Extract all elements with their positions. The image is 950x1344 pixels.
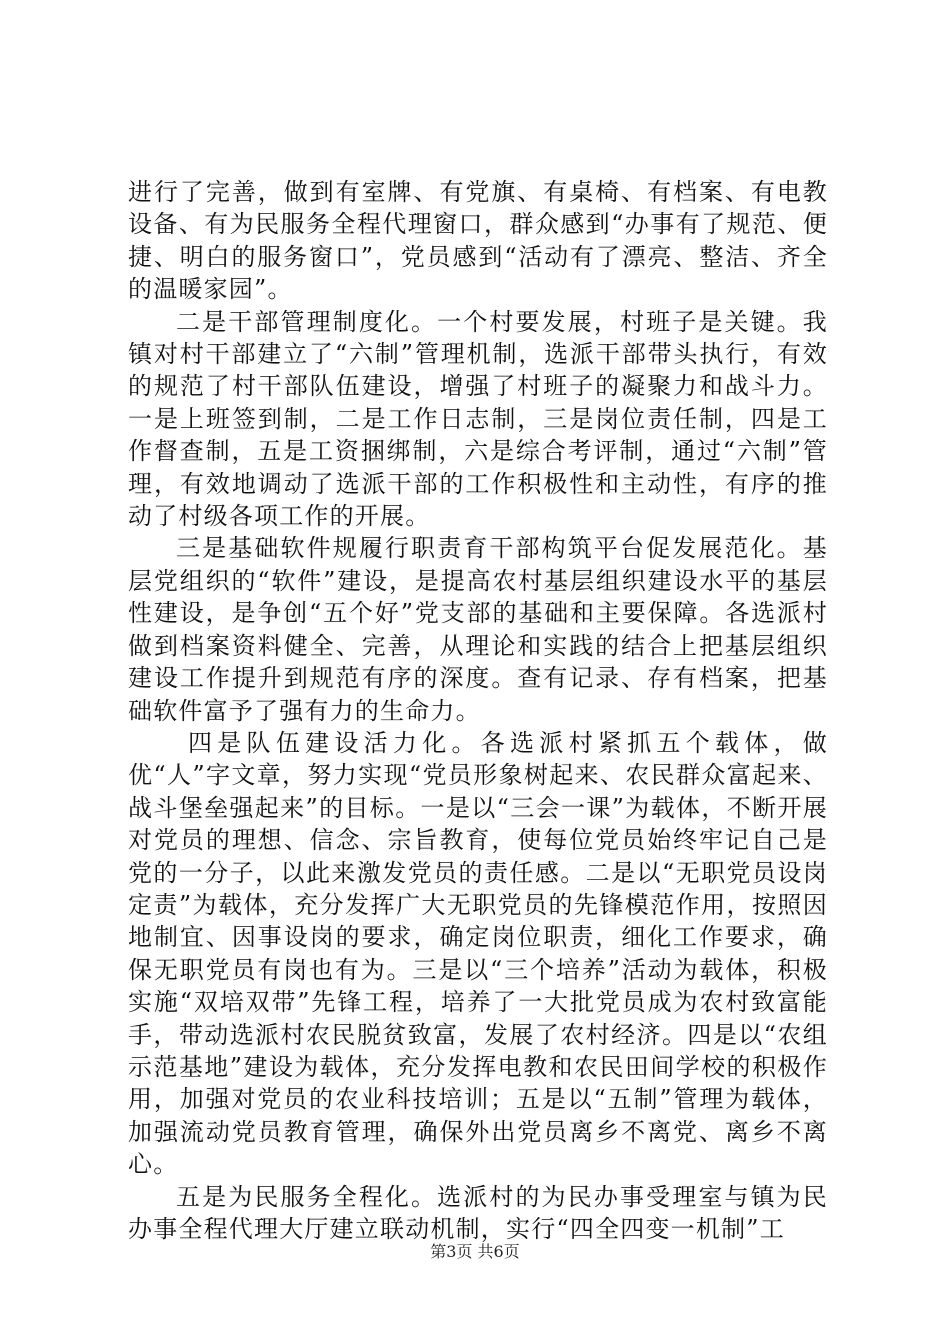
paragraph-cadre-management: 二是干部管理制度化。一个村要发展，村班子是关键。我镇对村干部建立了“六制”管理机制，选派干部带头执行，有效的规范了村干部队伍建设，增强了村班子的凝聚力和战斗力。一是上班签到制，二是工作日志制，三是岗位责任制，四是工作督查制，五是工资捆绑制，六是综合考评制，通过“六制”管理，有效地调动了选派干部的工作积极性和主动性，有序的推动了村级各项工作的开展。 <box>128 307 828 531</box>
paragraph-continuation: 进行了完善，做到有室牌、有党旗、有桌椅、有档案、有电教设备、有为民服务全程代理窗口，群众感到“办事有了规范、便捷、明白的服务窗口”，党员感到“活动有了漂亮、整洁、齐全的温暖家园”。 <box>128 178 828 304</box>
document-body <box>128 176 828 1245</box>
paragraph-basic-software: 三是基础软件规履行职责育干部构筑平台促发展范化。基层党组织的“软件”建设，是提高农村基层组织建设水平的基层性建设，是争创“五个好”党支部的基础和主要保障。各选派村做到档案资料健全、完善，从理论和实践的结合上把基层组织建设工作提升到规范有序的深度。查有记录、存有档案，把基础软件富予了强有力的生命力。 <box>128 534 828 725</box>
paragraph-public-service: 五是为民服务全程化。选派村的为民办事受理室与镇为民办事全程代理大厅建立联动机制，实行“四全四变一机制”工 <box>128 1182 828 1243</box>
paragraph-team-building: 四是队伍建设活力化。各选派村紧抓五个载体，做优“人”字文章，努力实现“党员形象树起来、农民群众富起来、战斗堡垒强起来”的目标。一是以“三会一课”为载体，不断开展对党员的理想、信念、宗旨教育，使每位党员始终牢记自己是党的一分子，以此来激发党员的责任感。二是以“无职党员设岗定责”为载体，充分发挥广大无职党员的先锋模范作用，按照因地制宜、因事设岗的要求，确定岗位职责，细化工作要求，确保无职党员有岗也有为。三是以“三个培养”活动为载体，积极实施“双培双带”先锋工程，培养了一大批党员成为农村致富能手，带动选派村农民脱贫致富，发展了农村经济。四是以“农组示范基地”建设为载体，充分发挥电教和农民田间学校的积极作用，加强对党员的农业科技培训；五是以“五制”管理为载体，加强流动党员教育管理，确保外出党员离乡不离党、离乡不离心。 <box>128 728 828 1179</box>
page-footer: 第3页 共6页 <box>430 1242 520 1261</box>
